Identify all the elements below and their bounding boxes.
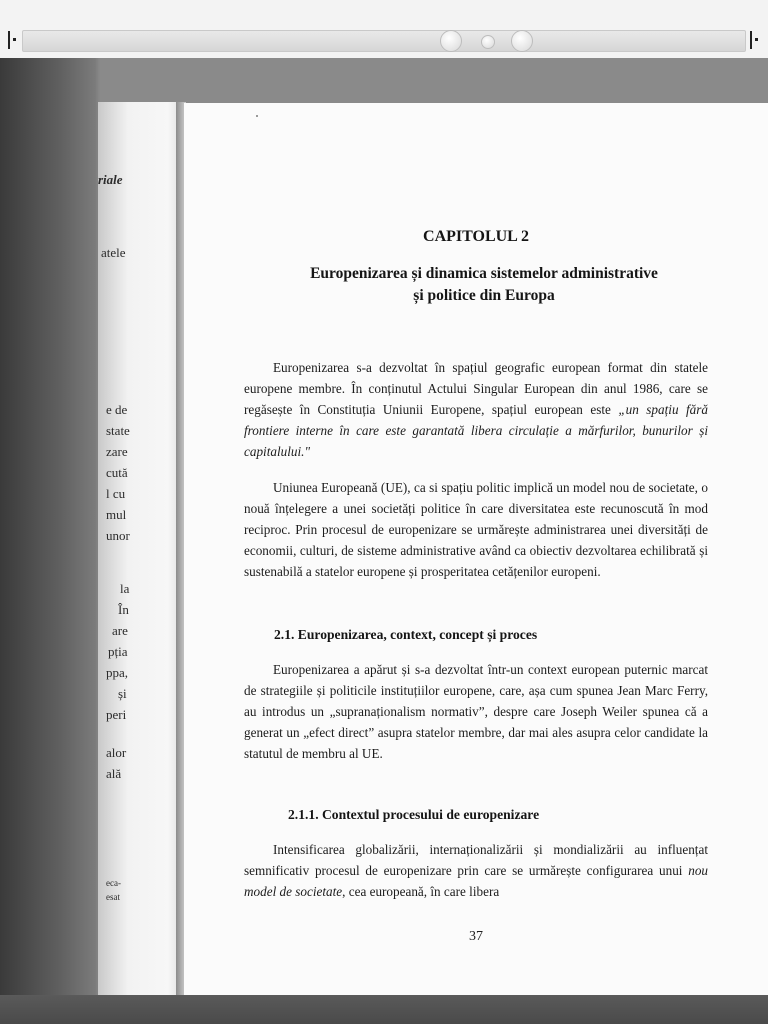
left-fragment: ală	[106, 766, 122, 781]
left-fragment: cută	[106, 465, 128, 480]
book-page	[184, 103, 768, 995]
left-fragment: zare	[106, 444, 128, 459]
paragraph-3: Europenizarea a apărut și s-a dezvoltat într-un context european puternic marcat de strategiile și politicile instituțiilor europene, care, așa cum spunea Jean Marc Ferry, au introdus un „supranaționalism normativ”, despre care Joseph Weiler spunea că a generat un „efect direct” asupra statelor membre, dar mai ales asupra celor candidate la statutul de membru al UE.	[244, 662, 708, 761]
section-heading-2-1-1: 2.1.1. Contextul procesului de europenizare	[288, 807, 540, 822]
left-fragment: eca-	[106, 878, 121, 888]
left-fragment: l cu	[106, 486, 126, 501]
left-fragment: are	[112, 623, 128, 638]
section-heading-2-1: 2.1. Europenizarea, context, concept și proces	[274, 627, 538, 642]
left-fragment: În	[118, 602, 129, 617]
left-fragment: e de	[106, 402, 128, 417]
left-fragment: peri	[106, 707, 127, 722]
left-fragment: la	[120, 581, 130, 596]
paragraph-4-emphasis: nou model de societate	[244, 863, 708, 899]
zoom-out-knob[interactable]	[440, 30, 462, 52]
left-fragment: esat	[106, 892, 120, 902]
previous-page-edge	[98, 102, 184, 995]
left-fragment: ppa,	[106, 665, 129, 680]
left-fragment: atele	[101, 245, 126, 260]
paragraph-4	[244, 839, 708, 902]
left-fragment: riale	[98, 172, 123, 187]
chapter-title-line-1: Europenizarea și dinamica sistemelor administrative	[310, 265, 658, 282]
center-knob[interactable]	[481, 35, 495, 49]
right-end-marker	[750, 31, 758, 49]
left-fragment: state	[106, 423, 130, 438]
chapter-title	[224, 263, 744, 307]
scan-speck	[256, 115, 258, 117]
paragraph-1-quote: „un spațiu fără frontiere interne în care este garantată libera circulație a mărfurilor, bunurilor și capitalului."	[244, 402, 708, 459]
left-fragment: alor	[106, 745, 127, 760]
paragraph-1	[244, 357, 708, 462]
left-fragment: unor	[106, 528, 130, 543]
left-end-marker	[8, 31, 16, 49]
paragraph-4-text-end: , cea europeană, în care libera	[342, 884, 500, 899]
chapter-heading: CAPITOLUL 2	[423, 228, 529, 245]
chapter-title-line-2: și politice din Europa	[413, 287, 555, 304]
scanner-bottom-edge	[0, 995, 768, 1024]
zoom-in-knob[interactable]	[511, 30, 533, 52]
paragraph-2: Uniunea Europeană (UE), ca si spațiu politic implică un model nou de societate, o nouă înțelegere a unei societăți politice în care diversitatea este recunoscută în mod reciproc. Prin procesul de europenizare se urmărește administrarea unei diversități de economii, culturi, de sisteme administrative având ca obiectiv dezvoltarea echilibrată și sustenabilă a statelor europene și prosperitatea cetățenilor europeni.	[244, 480, 708, 579]
left-fragment: pția	[108, 644, 128, 659]
page-number: 37	[469, 929, 483, 944]
paragraph-1-text: Europenizarea s-a dezvoltat în spațiul geografic european format din statele europene membre. În conținutul Actului Singular European din anul 1986, care se regăsește în Constituția Uniunii Europene, spațiul european este	[244, 360, 708, 417]
left-fragment: mul	[106, 507, 127, 522]
scan-progress-strip[interactable]	[22, 30, 746, 52]
viewer-toolbar	[0, 0, 768, 58]
left-fragment: și	[118, 686, 127, 701]
paragraph-4-text: Intensificarea globalizării, internaționalizării și mondializării au influențat semnificativ procesul de europenizare prin care se urmărește configurarea unui	[244, 842, 708, 878]
